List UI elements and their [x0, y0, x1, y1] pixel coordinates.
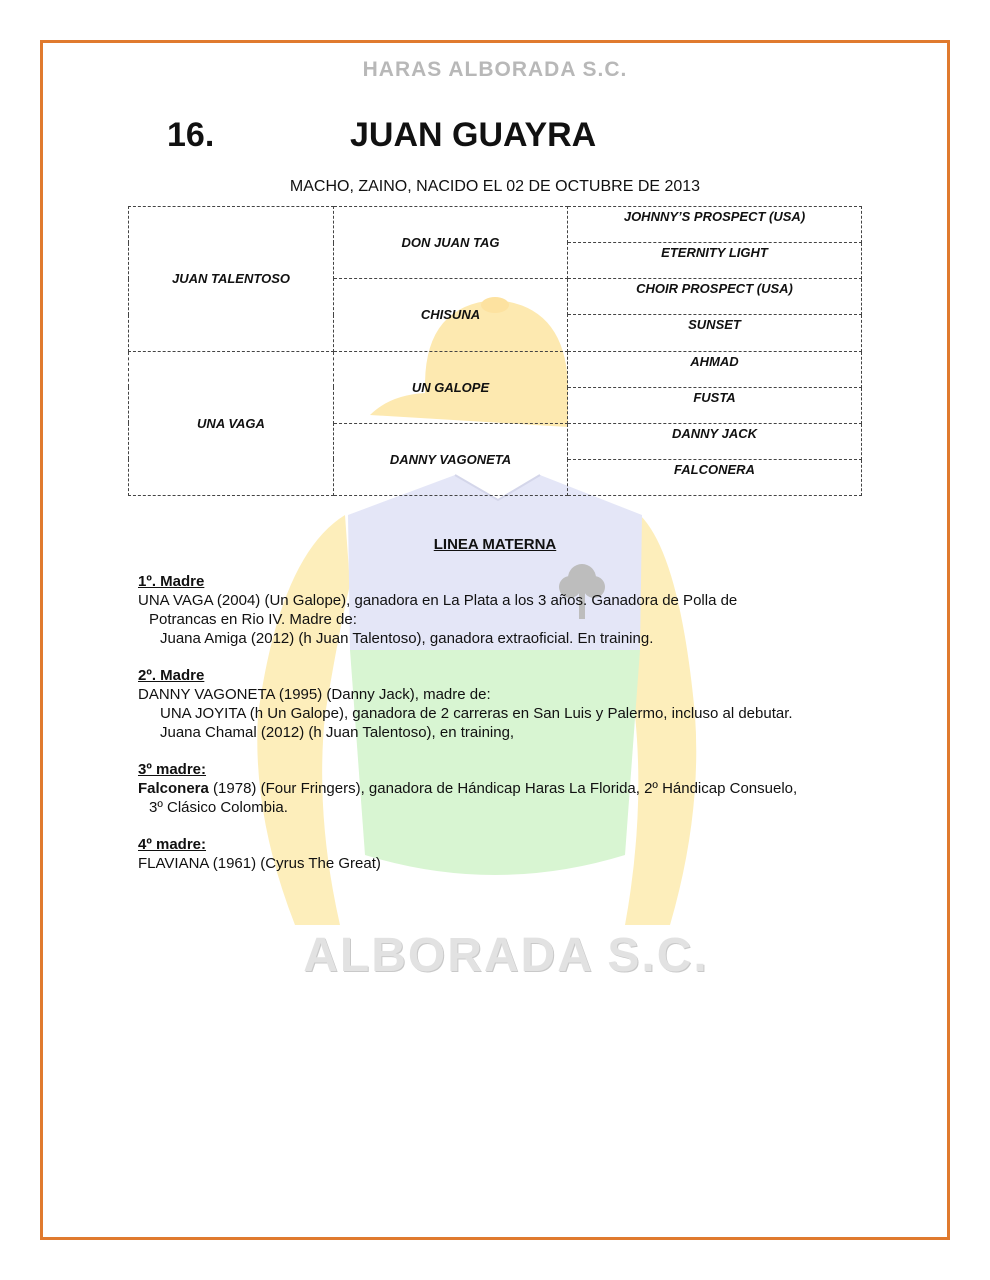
- pedigree-g3-2: ETERNITY LIGHT: [568, 243, 862, 279]
- dam3-label: 3º madre:: [138, 761, 207, 778]
- pedigree-sire-dam: CHISUNA: [334, 279, 568, 351]
- dam4-line1: FLAVIANA (1961) (Cyrus The Great): [138, 855, 381, 872]
- horse-name: JUAN GUAYRA: [350, 116, 597, 154]
- lot-number: 16.: [167, 116, 215, 154]
- dam2-label: 2º. Madre: [138, 667, 205, 684]
- pedigree-sire: JUAN TALENTOSO: [129, 207, 334, 352]
- pedigree-dam-sire: UN GALOPE: [334, 351, 568, 423]
- dam2-line1: DANNY VAGONETA (1995) (Danny Jack), madre de:: [138, 686, 491, 703]
- pedigree-g3-1: JOHNNY’S PROSPECT (USA): [568, 207, 862, 243]
- dam4-label: 4º madre:: [138, 836, 207, 853]
- dam2-line3: Juana Chamal (2012) (h Juan Talentoso), en training,: [160, 724, 515, 741]
- pedigree-g3-7: DANNY JACK: [568, 423, 862, 459]
- horse-description: MACHO, ZAINO, NACIDO EL 02 DE OCTUBRE DE 2013: [289, 178, 701, 195]
- pedigree-g3-8: FALCONERA: [568, 459, 862, 495]
- dam1-line2: Potrancas en Rio IV. Madre de:: [149, 611, 357, 628]
- header-brand: HARAS ALBORADA S.C.: [362, 58, 628, 81]
- watermark-text: ALBORADA S.C.: [303, 929, 709, 982]
- maternal-line: [138, 535, 858, 873]
- pedigree-g3-5: AHMAD: [568, 351, 862, 387]
- dam3-name: Falconera: [138, 780, 209, 797]
- dam3-line2: 3º Clásico Colombia.: [149, 799, 288, 816]
- dam1-label: 1º. Madre: [138, 573, 205, 590]
- maternal-line-title: LINEA MATERNA: [433, 536, 557, 553]
- dam1-line3: Juana Amiga (2012) (h Juan Talentoso), ganadora extraoficial. En training.: [160, 630, 654, 647]
- dam1-line1: UNA VAGA (2004) (Un Galope), ganadora en La Plata a los 3 años. Ganadora de Polla de: [138, 592, 738, 609]
- pedigree-g3-6: FUSTA: [568, 387, 862, 423]
- pedigree-g3-3: CHOIR PROSPECT (USA): [568, 279, 862, 315]
- pedigree-dam: UNA VAGA: [129, 351, 334, 496]
- pedigree-table: [128, 206, 862, 496]
- pedigree-sire-sire: DON JUAN TAG: [334, 207, 568, 279]
- dam3-line1: [138, 779, 858, 798]
- dam3-line1-text: (1978) (Four Fringers), ganadora de Hándicap Haras La Florida, 2º Hándicap Consuelo,: [208, 780, 798, 797]
- dam2-line2: UNA JOYITA (h Un Galope), ganadora de 2 carreras en San Luis y Palermo, incluso al debutar.: [160, 705, 793, 722]
- pedigree-g3-4: SUNSET: [568, 315, 862, 351]
- pedigree-dam-dam: DANNY VAGONETA: [334, 423, 568, 495]
